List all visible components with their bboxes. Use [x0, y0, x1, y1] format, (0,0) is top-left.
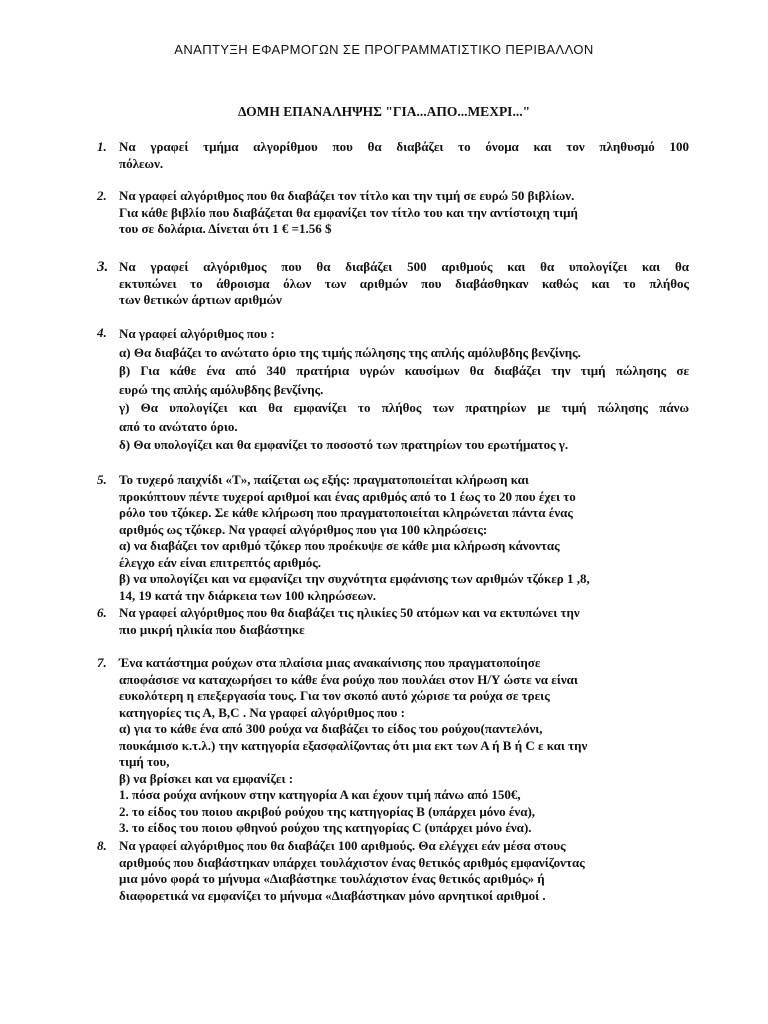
page-header: ΑΝΑΠΤΥΞΗ ΕΦΑΡΜΟΓΩΝ ΣΕ ΠΡΟΓΡΑΜΜΑΤΙΣΤΙΚΟ ΠΕΡΙΒΑΛΛΟΝ	[174, 42, 594, 57]
exercise-4	[97, 325, 689, 455]
exercise-line: ρόλο του τζόκερ. Σε κάθε κλήρωση που πραγματοποιείται κληρώνεται πάντα ένας	[119, 505, 573, 520]
exercise-line: Να γραφεί αλγόριθμος που θα διαβάζει 500 αριθμούς και θα υπολογίζει και θα	[119, 259, 689, 274]
exercise-line: α) για το κάθε ένα από 300 ρούχα να διαβάζει το είδος του ρούχου(παντελόνι,	[119, 721, 543, 736]
exercise-number: 3.	[97, 259, 109, 275]
list-item: 1. πόσα ρούχα ανήκουν στην κατηγορία Α και έχουν τιμή πάνω από 150€,	[119, 787, 521, 802]
exercise-line: εκτυπώνει το άθροισμα όλων των αριθμών που διαβάσθηκαν καθώς και το πλήθος	[119, 275, 689, 291]
exercise-number: 7.	[97, 655, 107, 670]
exercise-line: αποφάσισε να καταχωρήσει το κάθε ένα ρούχο που πουλάει στον Η/Υ ώστε να είναι	[119, 671, 578, 687]
exercise-number: 6.	[97, 605, 107, 620]
exercise-line: Να γραφεί αλγόριθμος που θα διαβάζει 100 αριθμούς. Θα ελέγχει εάν μέσα στους	[119, 838, 566, 853]
exercise-7	[97, 655, 689, 837]
exercise-line: πιο μικρή ηλικία που διαβάστηκε	[119, 621, 305, 637]
exercise-line: γ) Θα υπολογίζει και θα εμφανίζει το πλήθος των πρατηρίων με τιμή πώλησης πάνω	[119, 400, 689, 415]
exercise-number: 4.	[97, 325, 107, 340]
exercise-line: πόλεων.	[119, 155, 164, 171]
exercise-line: Να γραφεί αλγόριθμος που :	[119, 326, 275, 341]
exercise-line: κατηγορίες τις Α, Β,C . Να γραφεί αλγόριθμος που :	[119, 704, 405, 720]
exercise-5	[97, 472, 689, 604]
exercise-8	[97, 838, 689, 904]
exercise-line: Ένα κατάστημα ρούχων στα πλαίσια μιας ανακαίνισης που πραγματοποίησε	[119, 655, 541, 670]
exercise-6	[97, 605, 689, 638]
document-title: ΔΟΜΗ ΕΠΑΝΑΛΗΨΗΣ "ΓΙΑ...ΑΠΟ...ΜΕΧΡΙ..."	[237, 104, 531, 119]
exercise-line: αριθμούς που διαβάστηκαν υπάρχει τουλάχιστον ένας θετικός αριθμός εμφανίζοντας	[119, 854, 585, 870]
exercise-line: Να γραφεί αλγόριθμος που θα διαβάζει τις ηλικίες 50 ατόμων και να εκτυπώνει την	[119, 605, 580, 620]
exercise-line: έλεγχο εάν είναι επιτρεπτός αριθμός.	[119, 554, 321, 570]
exercise-line: 14, 19 κατά την διάρκεια των 100 κληρώσεων.	[119, 587, 377, 603]
exercise-number: 1.	[97, 139, 107, 154]
exercise-3	[97, 259, 689, 309]
exercise-line: αριθμός ως τζόκερ. Να γραφεί αλγόριθμος που για 100 κληρώσεις:	[119, 521, 488, 537]
exercise-number: 8.	[97, 838, 107, 853]
exercise-line: του σε δολάρια. Δίνεται ότι 1 € =1.56 $	[119, 221, 332, 236]
exercise-line: Να γραφεί αλγόριθμος που θα διαβάζει τον τίτλο και την τιμή σε ευρώ 50 βιβλίων.	[119, 188, 575, 203]
list-item: 2. το είδος του ποιου ακριβού ρούχου της κατηγορίας Β (υπάρχει μόνο ένα),	[119, 803, 536, 819]
exercise-line: από το ανώτατο όριο.	[119, 418, 238, 434]
exercise-line: α) Θα διαβάζει το ανώτατο όριο της τιμής πώλησης της απλής αμόλυβδης βενζίνης.	[119, 344, 581, 360]
exercise-line: Να γραφεί τμήμα αλγορίθμου που θα διαβάζει το όνομα και τον πληθυσμό 100	[119, 139, 689, 154]
exercise-line: μια μόνο φορά το μήνυμα «Διαβάστηκε τουλάχιστον ένας θετικός αριθμός» ή	[119, 871, 545, 886]
exercise-line: α) να διαβάζει τον αριθμό τζόκερ που προέκυψε σε κάθε μια κλήρωση κάνοντας	[119, 538, 560, 553]
exercise-number: 5.	[97, 472, 107, 487]
exercise-line: ευκολότερη η επεξεργασία τους. Για τον σκοπό αυτό χώρισε τα ρούχα σε τρεις	[119, 688, 550, 703]
exercise-line: ευρώ της απλής αμόλυβδης βενζίνης.	[119, 381, 324, 397]
exercise-1	[97, 139, 689, 172]
exercise-line: τιμή του,	[119, 754, 170, 769]
exercise-line: β) Για κάθε ένα από 340 πρατήρια υγρών καυσίμων θα διαβάζει την τιμή πώλησης σε	[119, 363, 689, 378]
exercise-number: 2.	[97, 188, 107, 203]
exercise-line: πουκάμισο κ.τ.λ.) την κατηγορία εξασφαλίζοντας ότι μια εκτ των Α ή Β ή C ε και την	[119, 737, 588, 753]
exercise-line: Το τυχερό παιχνίδι «Τ», παίζεται ως εξής: πραγματοποιείται κλήρωση και	[119, 472, 529, 487]
exercise-line: β) να βρίσκει και να εμφανίζει :	[119, 770, 294, 786]
exercise-2	[97, 188, 689, 238]
exercise-line: προκύπτουν πέντε τυχεροί αριθμοί και ένας αριθμός από το 1 έως το 20 που έχει το	[119, 488, 576, 504]
exercise-line: διαφορετικά να εμφανίζει το μήνυμα «Διαβάστηκαν μόνο αρνητικοί αριθμοί .	[119, 887, 546, 903]
exercise-line: δ) Θα υπολογίζει και θα εμφανίζει το ποσοστό των πρατηρίων του ερωτήματος γ.	[119, 437, 569, 452]
list-item: 3. το είδος του ποιου φθηνού ρούχου της κατηγορίας C (υπάρχει μόνο ένα).	[119, 820, 532, 835]
exercise-line: β) να υπολογίζει και να εμφανίζει την συχνότητα εμφάνισης των αριθμών τζόκερ 1 ,8,	[119, 571, 590, 586]
exercise-line: Για κάθε βιβλίο που διαβάζεται θα εμφανίζει τον τίτλο του και την αντίστοιχη τιμή	[119, 204, 578, 220]
exercise-line: των θετικών άρτιων αριθμών	[119, 292, 282, 307]
